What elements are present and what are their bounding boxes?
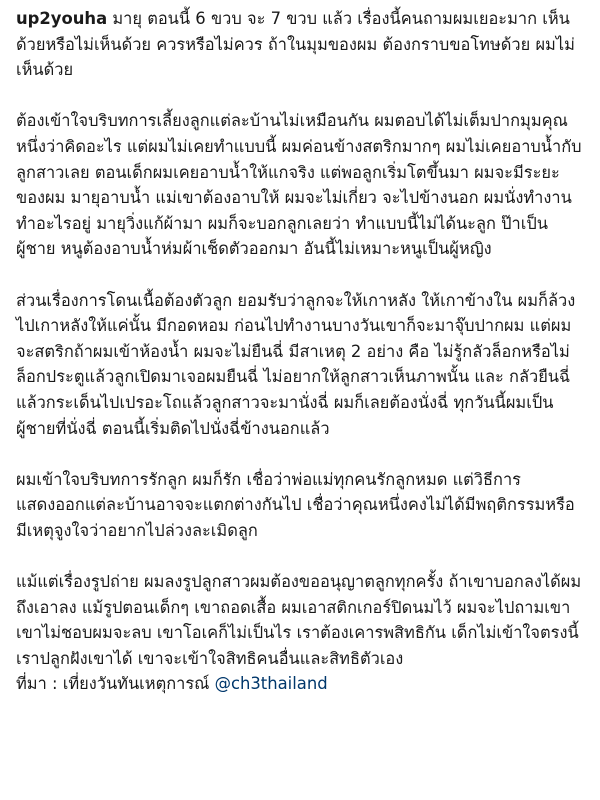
mention-link[interactable]: @ch3thailand [214, 674, 328, 694]
caption-paragraph-4: ผมเข้าใจบริบทการรักลูก ผมก็รัก เชื่อว่าพ่อแม่ทุกคนรักลูกหมด แต่วิธีการแสดงออกแต่ละบ้านอาจจะแตกต่างกันไป เชื่อว่าคุณหนึ่งคงไม่ได้มีพฤติกรรมหรือมีเหตุจูงใจว่าอยากไปล่วงละเมิดลูก [16, 469, 575, 540]
caption-paragraph-5: แม้แต่เรื่องรูปถ่าย ผมลงรูปลูกสาวผมต้องขออนุญาตลูกทุกครั้ง ถ้าเขาบอกลงได้ผมถึงเอาลง แม้รูปตอนเด็กๆ เขาถอดเสื้อ ผมเอาสติกเกอร์ปิดนมไว้ ผมจะไปถามเขา เขาไม่ชอบผมจะลบ เขาโอเคก็ไม่เป็นไร เราต้องเคารพสิทธิกัน เด็กไม่เข้าใจตรงนี้ เราปลูกฝังเขาได้ เขาจะเข้าใจสิทธิคนอื่นและสิทธิตัวเอง [16, 572, 582, 668]
caption-text-1: มายุ ตอนนี้ 6 ขวบ จะ 7 ขวบ แล้ว เรื่องนี้คนถามผมเยอะมาก เห็นด้วยหรือไม่เห็นด้วย ควรหรือไม่ควร ถ้าในมุมของผม ต้องกราบขอโทษด้วย ผมไม่เห็นด้วย [16, 9, 575, 80]
caption-paragraph-3: ส่วนเรื่องการโดนเนื้อต้องตัวลูก ยอมรับว่าลูกจะให้เกาหลัง ให้เกาข้างใน ผมก็ล้วงไปเกาหลังให้แค่นั้น มีกอดหอม ก่อนไปทำงานบางวันเขาก็จะมาจุ๊บปากผม แต่ผมจะสตริกถ้าผมเข้าห้องน้ำ ผมจะไม่ยืนฉี่ มีสาเหตุ 2 อย่าง คือ ไม่รู้กลัวล็อกหรือไม่ล็อกประตูแล้วลูกเปิดมาเจอผมยืนฉี่ ไม่อยากให้ลูกสาวเห็นภาพนั้น และ กลัวยืนฉี่แล้วกระเด็นไปเปรอะโถแล้วลูกสาวจะมานั่งฉี่ ผมก็เลยต้องนั่งฉี่ ทุกวันนี้ผมเป็นผู้ชายที่นั่งฉี่ ตอนนี้เริ่มติดไปนั่งฉี่ข้างนอกแล้ว [16, 290, 576, 438]
username-link[interactable]: up2youha [16, 9, 108, 28]
source-label: ที่มา : เที่ยงวันทันเหตุการณ์ [16, 674, 210, 694]
source-line [16, 671, 584, 697]
caption-paragraph-1 [16, 6, 584, 83]
caption-paragraph-2: ต้องเข้าใจบริบทการเลี้ยงลูกแต่ละบ้านไม่เหมือนกัน ผมตอบได้ไม่เต็มปากมุมคุณหนึ่งว่าคิดอะไร แต่ผมไม่เคยทำแบบนี้ ผมค่อนข้างสตริกมากๆ ผมไม่เคยอาบน้ำกับลูกสาวเลย ตอนเด็กผมเคยอาบน้ำให้แกจริง แต่พอลูกเริ่มโตขึ้นมา ผมจะมีระยะของผม มายุอาบน้ำ แม่เขาต้องอาบให้ ผมจะไม่เกี่ยว จะไปข้างนอก ผมนั่งทำงานทำอะไรอยู่ มายุวิ่งแก้ผ้ามา ผมก็จะบอกลูกเลยว่า ทำแบบนี้ไม่ได้นะลูก ป๊าเป็นผู้ชาย หนูต้องอาบน้ำห่มผ้าเช็ดตัวออกมา อันนี้ไม่เหมาะหนูเป็นผู้หญิง [16, 111, 582, 259]
